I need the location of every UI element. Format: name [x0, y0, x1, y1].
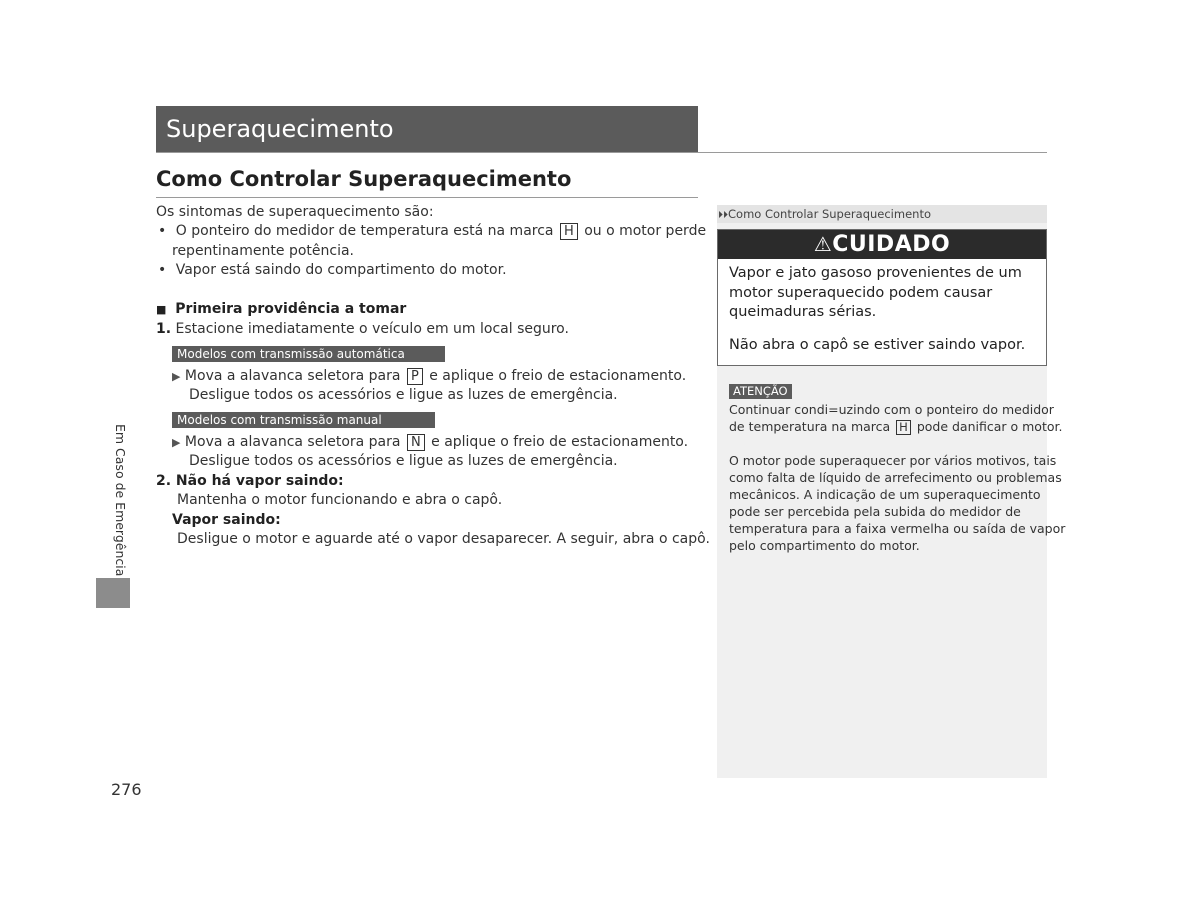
intro-text: Os sintomas de superaquecimento são: [156, 204, 434, 220]
gear-p-mark: P [407, 368, 423, 385]
square-bullet-icon: ■ [156, 303, 167, 316]
vapor-heading: Vapor saindo: [172, 512, 281, 528]
header-divider [156, 152, 1047, 153]
first-action-heading-text: Primeira providência a tomar [175, 301, 407, 317]
manual-instruction-continuation: Desligue todos os acessórios e ligue as luzes de emergência. [189, 453, 618, 469]
bullet-1-continuation: repentinamente potência. [172, 243, 354, 259]
play-arrow-icon: ▶ [172, 370, 181, 383]
section-divider [156, 197, 698, 198]
bullet-dot: • [158, 223, 167, 239]
automatic-instruction-continuation: Desligue todos os acessórios e ligue as luzes de emergência. [189, 387, 618, 403]
attention-line-2 [729, 418, 1062, 435]
step-2-text: Mantenha o motor funcionando e abra o capô. [177, 492, 503, 508]
double-arrow-icon: ⏵⏵ [718, 210, 728, 221]
manual-instruction [172, 433, 688, 453]
automatic-instruction-text: Mova a alavanca seletora para [184, 368, 401, 384]
step-1 [156, 320, 569, 340]
attention-line-2-text: de temperatura na marca [729, 419, 891, 434]
step-1-text: Estacione imediatamente o veículo em um local seguro. [175, 321, 569, 337]
automatic-models-tag: Modelos com transmissão automática [172, 346, 445, 362]
bullet-dot: • [158, 262, 167, 278]
sidebar-reference [717, 205, 1047, 223]
note-line-5: temperatura para a faixa vermelha ou saída de vapor [729, 521, 1066, 536]
note-line-6: pelo compartimento do motor. [729, 538, 920, 553]
automatic-instruction-post: e aplique o freio de estacionamento. [429, 368, 687, 384]
play-arrow-icon: ▶ [172, 436, 181, 449]
caution-line-2: motor superaquecido podem causar [729, 285, 993, 301]
attention-tag: ATENÇÃO [729, 384, 792, 399]
first-action-heading [156, 300, 406, 320]
step-1-number: 1. [156, 321, 172, 337]
section-title: Como Controlar Superaquecimento [156, 167, 572, 191]
caution-line-3: queimaduras sérias. [729, 304, 877, 320]
sidebar-reference-text: Como Controlar Superaquecimento [728, 207, 931, 221]
bullet-2-text: Vapor está saindo do compartimento do motor. [175, 262, 507, 278]
note-line-2: como falta de líquido de arrefecimento ou problemas [729, 470, 1062, 485]
bullet-1-text-post: ou o motor perde [584, 223, 707, 239]
attention-line-1: Continuar condi=uzindo com o ponteiro do medidor [729, 402, 1054, 417]
note-line-4: pode ser percebida pela subida do medidor de [729, 504, 1021, 519]
chapter-tab-marker [96, 578, 130, 608]
chapter-title: Superaquecimento [156, 106, 698, 153]
note-line-1: O motor pode superaquecer por vários motivos, tais [729, 453, 1057, 468]
page-number: 276 [111, 780, 142, 799]
manual-instruction-text: Mova a alavanca seletora para [184, 434, 401, 450]
vapor-text: Desligue o motor e aguarde até o vapor desaparecer. A seguir, abra o capô. [177, 531, 710, 547]
step-2-heading: 2. Não há vapor saindo: [156, 473, 344, 489]
chapter-side-label: Em Caso de Emergência [113, 424, 128, 577]
bullet-1-text: O ponteiro do medidor de temperatura está na marca [175, 223, 554, 239]
bullet-item-2 [158, 261, 507, 281]
caution-line-1: Vapor e jato gasoso provenientes de um [729, 265, 1022, 281]
automatic-instruction [172, 367, 686, 387]
caution-line-4: Não abra o capô se estiver saindo vapor. [729, 337, 1026, 353]
caution-header [718, 230, 1046, 259]
note-line-3: mecânicos. A indicação de um superaquecimento [729, 487, 1041, 502]
bullet-item-1 [158, 222, 706, 242]
gear-n-mark: N [407, 434, 425, 451]
manual-instruction-post: e aplique o freio de estacionamento. [431, 434, 689, 450]
gauge-h-mark: H [896, 420, 911, 435]
warning-triangle-icon: ⚠ [813, 232, 833, 256]
attention-line-2-post: pode danificar o motor. [916, 419, 1063, 434]
caution-title: CUIDADO [832, 232, 951, 257]
gauge-h-mark: H [560, 223, 578, 240]
manual-models-tag: Modelos com transmissão manual [172, 412, 435, 428]
